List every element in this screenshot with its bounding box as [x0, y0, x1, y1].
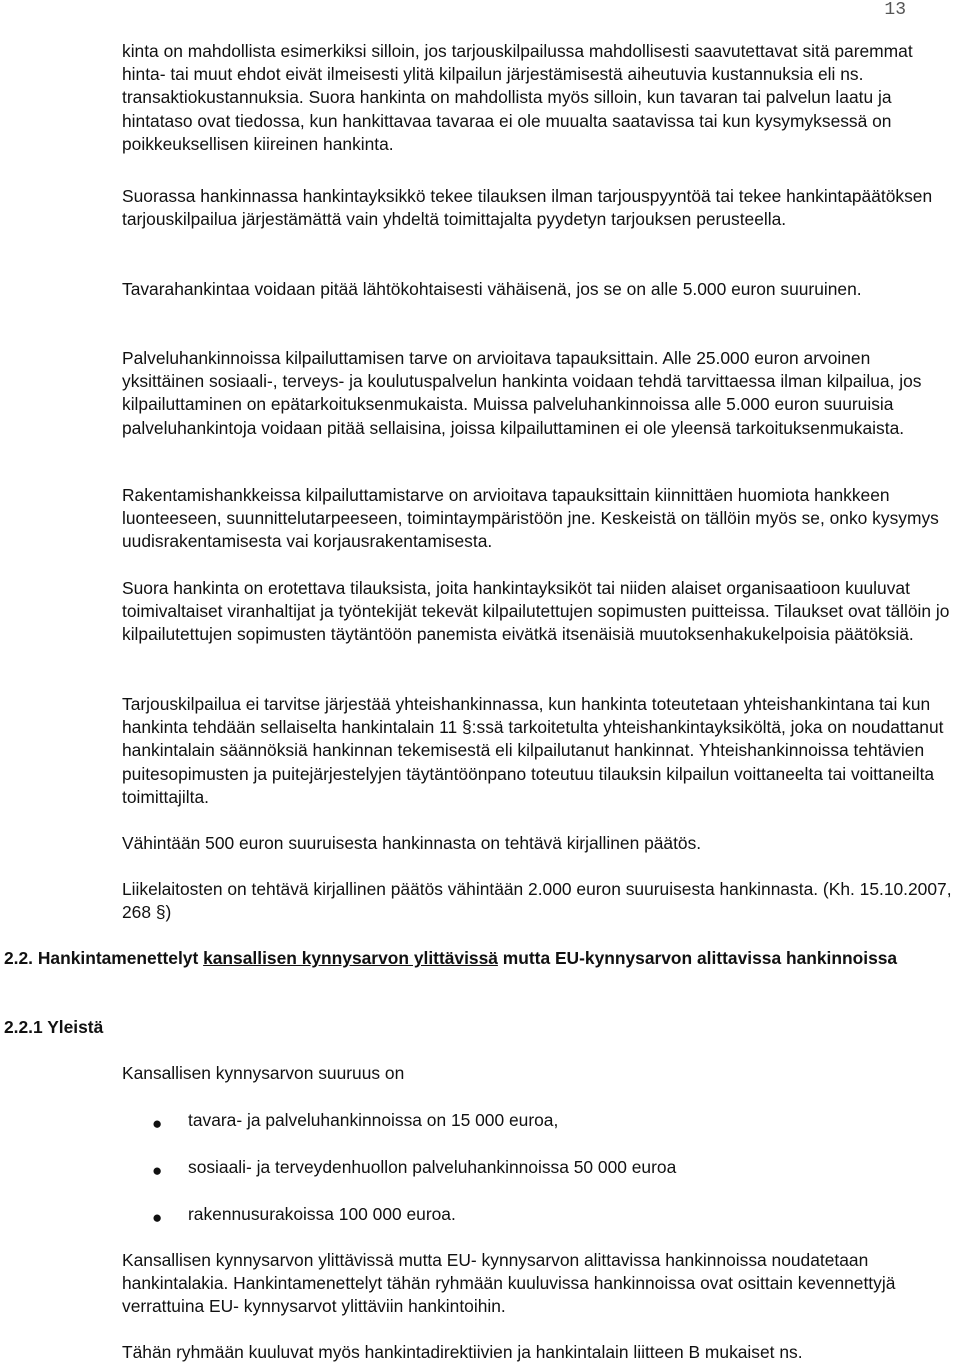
section-heading-prefix: 2.2. Hankintamenettelyt — [4, 948, 204, 968]
paragraph-goods-threshold — [122, 278, 954, 301]
paragraph-text: Liikelaitosten on tehtävä kirjallinen päätös vähintään 2.000 euron suuruisesta hankinnasta. (Kh. 15.10.2007, 268 §) — [122, 879, 952, 923]
paragraph-joint-procurement — [122, 693, 954, 809]
paragraph-text: Suora hankinta on erotettava tilauksista, joita hankintayksiköt tai niiden alaiset organisaatioon kuuluvat toimivaltaiset viranhaltijat ja työntekijät tekevät kilpailutettujen sopimusten puitteissa. Tilaukset ovat tällöin jo kilpailutettujen sopimusten täytäntöön panemista eivätkä itsenäisiä muutoksenhakukelpoisia päätöksiä. — [122, 578, 950, 645]
list-item-text: tavara- ja palveluhankinnoissa on 15 000 euroa, — [188, 1110, 559, 1130]
page-number: 13 — [884, 0, 906, 20]
threshold-list — [122, 1109, 676, 1250]
paragraph-enterprises-decision — [122, 878, 954, 924]
subsection-heading: 2.2.1 Yleistä — [4, 1017, 104, 1037]
paragraph-text: Tavarahankintaa voidaan pitää lähtökohtaisesti vähäisenä, jos se on alle 5.000 euron suuruinen. — [122, 279, 862, 299]
paragraph-text: Suorassa hankinnassa hankintayksikkö tekee tilauksen ilman tarjouspyyntöä tai tekee hankintapäätöksen tarjouskilpailua järjestämättä vain yhdeltä toimittajalta pyydetyn tarjouksen perusteella. — [122, 186, 933, 230]
paragraph-annex-b — [122, 1341, 954, 1364]
bullet-icon: ● — [152, 1114, 163, 1133]
paragraph-text: Palveluhankinnoissa kilpailuttamisen tarve on arvioitava tapauksittain. Alle 25.000 euron arvoinen yksittäinen sosiaali-, terveys- ja koulutuspalvelun hankinta voidaan tehdä tarvittaessa ilman kilpailua, jos kilpailuttaminen on epätarkoituksenmukaista. Muissa palveluhankinnoissa alle 5.000 euron suuruisia palveluhankintoja voidaan pitää sellaisina, joissa kilpailuttaminen ei ole yleensä tarkoituksenmukaista. — [122, 348, 922, 438]
list-item — [122, 1156, 676, 1203]
paragraph-text: Tähän ryhmään kuuluvat myös hankintadirektiivien ja hankintalain liitteen B mukaiset ns. — [122, 1342, 803, 1362]
section-heading-suffix: mutta EU-kynnysarvon alittavissa hankinnoissa — [497, 948, 898, 968]
paragraph-text: Kansallisen kynnysarvon suuruus on — [122, 1063, 405, 1083]
bullet-icon: ● — [152, 1161, 163, 1180]
bullet-icon: ● — [152, 1208, 163, 1227]
paragraph-written-decision — [122, 832, 954, 855]
section-heading — [4, 947, 954, 970]
paragraph-national-threshold-rules — [122, 1249, 954, 1319]
paragraph-text: Rakentamishankkeissa kilpailuttamistarve on arvioitava tapauksittain kiinnittäen huomiota hankkeen luonteeseen, suunnittelutarpeeseen, toimintaympäristöön jne. Keskeistä on tällöin myös se, onko kysymys uudisrakentamisesta vai korjausrakentamisesta. — [122, 485, 939, 552]
paragraph-services-threshold — [122, 347, 954, 440]
paragraph-direct-procurement-conditions — [122, 40, 954, 156]
list-item-text: sosiaali- ja terveydenhuollon palveluhankinnoissa 50 000 euroa — [188, 1157, 677, 1177]
paragraph-orders-distinction — [122, 577, 954, 647]
paragraph-text: Kansallisen kynnysarvon ylittävissä mutta EU- kynnysarvon alittavissa hankinnoissa noudatetaan hankintalakia. Hankintamenettelyt tähän ryhmään kuuluvissa hankinnoissa ovat osittain kevennettyjä verrattuina EU- kynnysarvot ylittäviin hankintoihin. — [122, 1250, 896, 1317]
list-item-text: rakennusurakoissa 100 000 euroa. — [188, 1204, 456, 1224]
paragraph-text: Vähintään 500 euron suuruisesta hankinnasta on tehtävä kirjallinen päätös. — [122, 833, 702, 853]
list-item — [122, 1203, 676, 1250]
paragraph-text: Tarjouskilpailua ei tarvitse järjestää yhteishankinnassa, kun hankinta toteutetaan yhteishankintana tai kun hankinta tehdään sellaiselta hankintalain 11 §:ssä tarkoitetulta yhteishankintayksiköltä, joka on noudattanut hankintalain säännöksiä hankinnan tekemisestä eli kilpailutanut hankinnat. Yhteishankinnoissa tehtävien puitesopimusten ja puitejärjestelyjen täytäntöönpano toteutuu tilauksin kilpailun voittaneelta tai voittaneilta toimittajilta. — [122, 694, 944, 807]
section-heading-underlined: kansallisen kynnysarvon ylittävissä — [203, 948, 498, 968]
paragraph-text: kinta on mahdollista esimerkiksi silloin, jos tarjouskilpailussa mahdollisesti saavutettavat sitä paremmat hinta- tai muut ehdot eivät ilmeisesti ylitä kilpailun järjestämisestä aiheutuvia kustannuksia eli ns. transaktiokustannuksia. Suora hankinta on mahdollista myös silloin, kun tavaran tai palvelun laatu ja hintataso ovat tiedossa, kun hankittavaa tavaraa ei ole muualta saatavissa tai kun kysymyksessä on poikkeuksellisen kiireinen hankinta. — [122, 41, 913, 154]
list-item — [122, 1109, 676, 1156]
paragraph-threshold-intro — [122, 1062, 954, 1085]
paragraph-construction — [122, 484, 954, 554]
paragraph-direct-procurement-definition — [122, 185, 954, 231]
